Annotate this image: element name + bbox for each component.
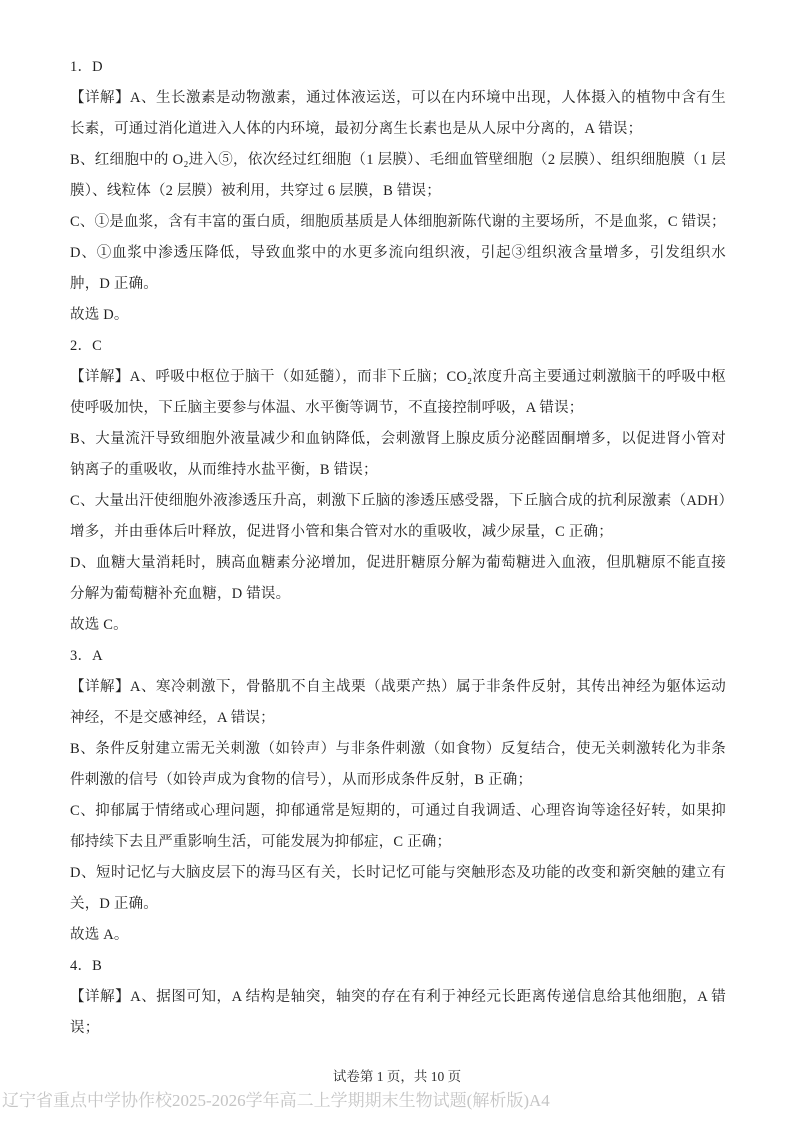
watermark: 辽宁省重点中学协作校2025-2026学年高二上学期期末生物试题(解析版)A4: [2, 1091, 550, 1110]
explanation-paragraph: C、大量出汗使细胞外液渗透压升高，刺激下丘脑的渗透压感受器，下丘脑合成的抗利尿激素（ADH）增多，并由垂体后叶释放，促进肾小管和集合管对水的重吸收，减少尿量，C 正确；: [70, 493, 726, 540]
answer-block-4: [70, 951, 726, 1044]
explanation-paragraph: 【详解】A、呼吸中枢位于脑干（如延髓），而非下丘脑；CO₂浓度升高主要通过刺激脑干的呼吸中枢使呼吸加快，下丘脑主要参与体温、水平衡等调节，不直接控制呼吸，A 错误；: [70, 369, 726, 416]
explanation-paragraph: D、短时记忆与大脑皮层下的海马区有关，长时记忆可能与突触形态及功能的改变和新突触的建立有关，D 正确。: [70, 865, 726, 912]
explanation-paragraph: C、抑郁属于情绪或心理问题，抑郁通常是短期的，可通过自我调适、心理咨询等途径好转，如果抑郁持续下去且严重影响生活，可能发展为抑郁症，C 正确；: [70, 803, 726, 850]
explanation-paragraph: C、①是血浆，含有丰富的蛋白质，细胞质基质是人体细胞新陈代谢的主要场所，不是血浆，C 错误；: [70, 214, 726, 230]
explanation-paragraph: 【详解】A、生长激素是动物激素，通过体液运送，可以在内环境中出现，人体摄入的植物中含有生长素，可通过消化道进入人体的内环境，最初分离生长素也是从人尿中分离的，A 错误；: [70, 90, 726, 137]
answer-block-3: [70, 641, 726, 951]
explanation-paragraph: D、①血浆中渗透压降低，导致血浆中的水更多流向组织液，引起③组织液含量增多，引发组织水肿，D 正确。: [70, 245, 726, 292]
page-number: 试卷第 1 页，共 10 页: [332, 1069, 462, 1084]
explanation-paragraph: D、血糖大量消耗时，胰高血糖素分泌增加，促进肝糖原分解为葡萄糖进入血液，但肌糖原不能直接分解为葡萄糖补充血糖，D 错误。: [70, 555, 726, 602]
explanation-paragraph: B、条件反射建立需无关刺激（如铃声）与非条件刺激（如食物）反复结合，使无关刺激转化为非条件刺激的信号（如铃声成为食物的信号），从而形成条件反射，B 正确；: [70, 741, 726, 788]
explanation-paragraph: B、大量流汗导致细胞外液量减少和血钠降低，会刺激肾上腺皮质分泌醛固酮增多，以促进肾小管对钠离子的重吸收，从而维持水盐平衡，B 错误；: [70, 431, 726, 478]
answer-number: 1．D: [70, 59, 103, 75]
answer-conclusion: 故选 D。: [70, 307, 129, 323]
explanation-paragraph: B、红细胞中的 O₂进入⑤，依次经过红细胞（1 层膜）、毛细血管壁细胞（2 层膜）、组织细胞膜（1 层膜）、线粒体（2 层膜）被利用，共穿过 6 层膜，B 错误；: [70, 152, 726, 199]
answer-conclusion: 故选 C。: [70, 617, 128, 633]
answer-block-2: [70, 331, 726, 641]
answer-conclusion: 故选 A。: [70, 927, 129, 943]
explanation-paragraph: 【详解】A、据图可知，A 结构是轴突，轴突的存在有利于神经元长距离传递信息给其他细胞，A 错误；: [70, 989, 726, 1036]
answer-block-1: [70, 52, 726, 331]
answer-number: 3．A: [70, 648, 103, 664]
explanation-paragraph: 【详解】A、寒冷刺激下，骨骼肌不自主战栗（战栗产热）属于非条件反射，其传出神经为躯体运动神经，不是交感神经，A 错误；: [70, 679, 726, 726]
answer-number: 2．C: [70, 338, 103, 354]
answer-sheet-body: [70, 52, 726, 1044]
answer-number: 4．B: [70, 958, 103, 974]
